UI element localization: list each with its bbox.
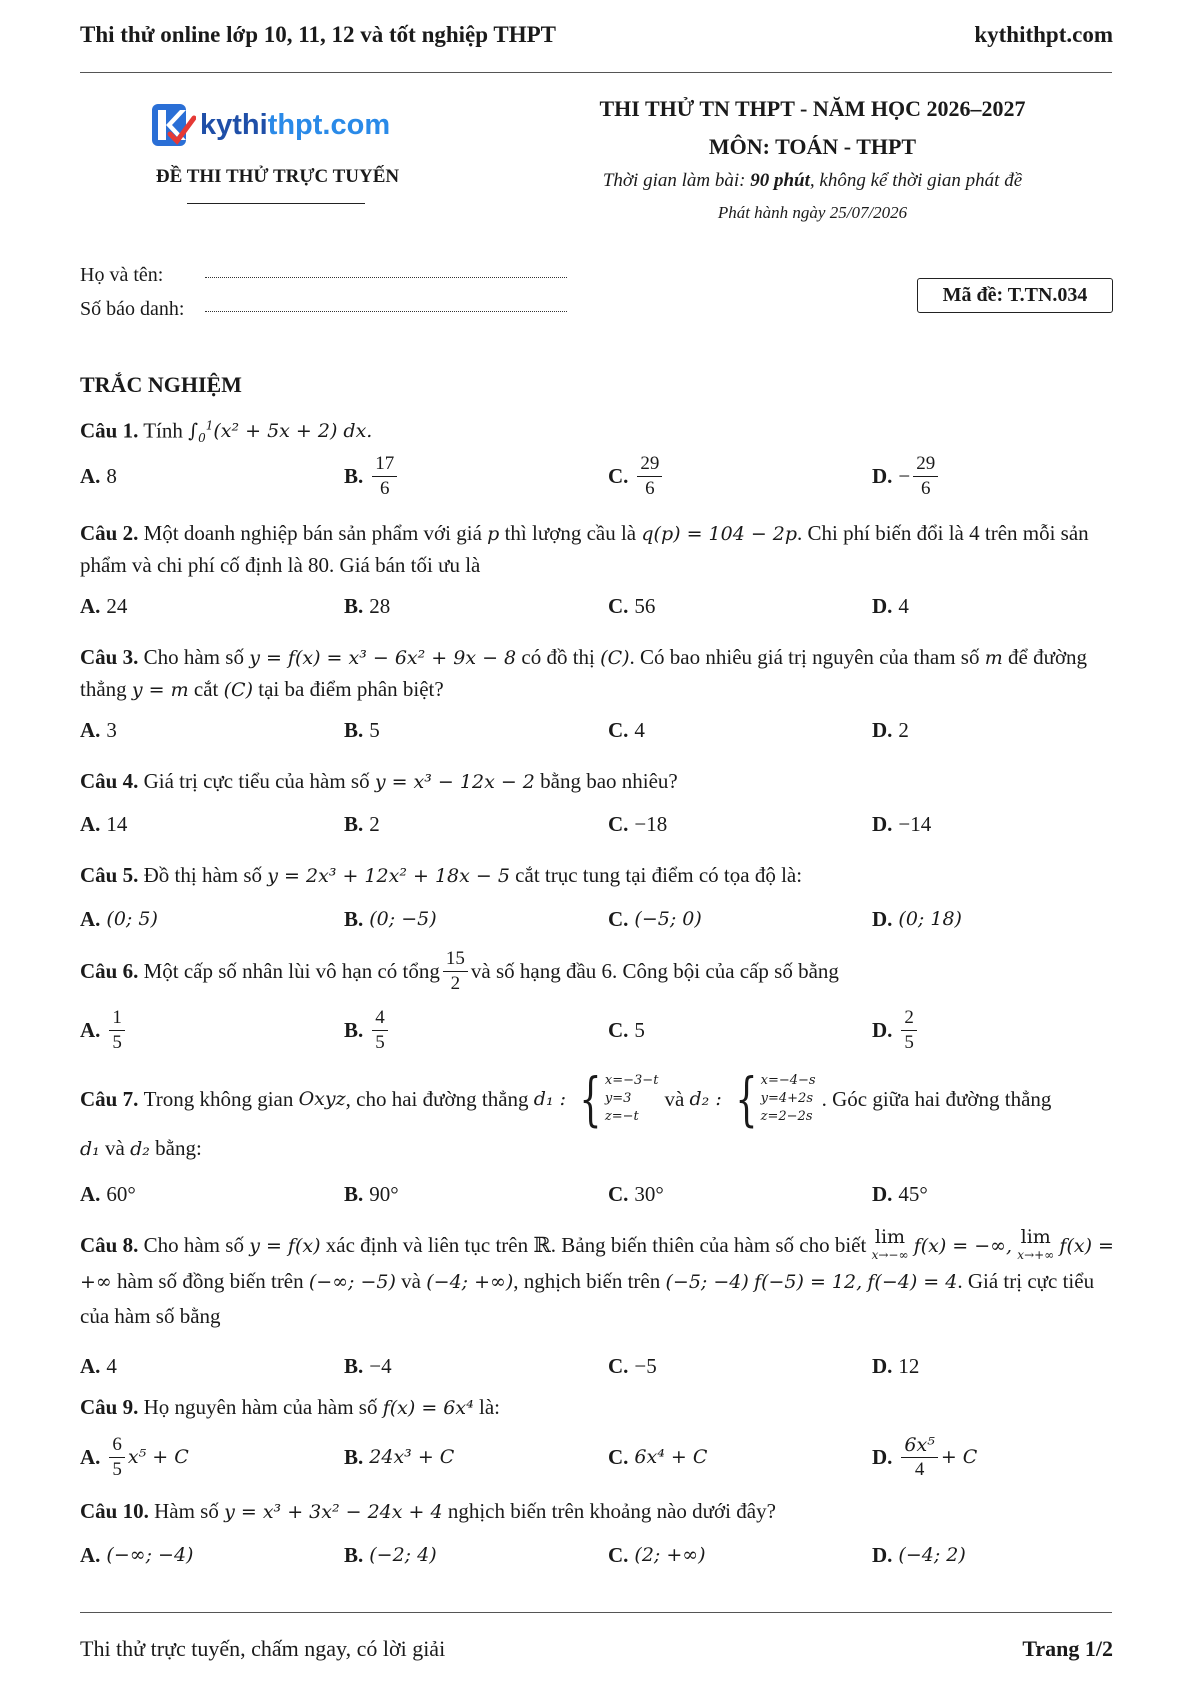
denominator: 5: [375, 1031, 385, 1053]
q3-math: y = f(x) = x³ − 6x² + 9x − 8: [249, 647, 517, 669]
fraction: [913, 452, 938, 501]
fraction: [901, 1433, 937, 1482]
option-label: D.: [872, 1017, 893, 1042]
q8-limit-1: [872, 1228, 909, 1264]
q4-text: Giá trị cực tiểu của hàm số: [143, 769, 370, 793]
subtitle-underline: [187, 203, 365, 204]
option-value: 24: [106, 593, 128, 618]
option-value: 2: [898, 717, 909, 742]
q8-text: , nghịch biến trên: [513, 1269, 661, 1293]
option-value: (0; 18): [898, 908, 962, 930]
header-right[interactable]: kythithpt.com: [974, 22, 1113, 47]
q8-options: [80, 1344, 1115, 1388]
q2-text: thì lượng cầu là: [504, 521, 637, 545]
denominator: 5: [112, 1031, 122, 1053]
question-7: [80, 1066, 1115, 1132]
q6-label: Câu 6.: [80, 958, 139, 983]
limit-sub: x→−∞: [871, 1248, 909, 1262]
logo-subtitle: ĐỀ THI THỬ TRỰC TUYẾN: [155, 166, 400, 187]
option-value: (−5; 0): [634, 908, 702, 930]
limit: lim: [874, 1226, 906, 1248]
q3-text: cắt: [193, 677, 219, 701]
fraction: [901, 1006, 917, 1055]
option-label: C.: [608, 463, 629, 488]
q3-text: có đồ thị: [521, 645, 595, 669]
option-label: D.: [872, 1444, 893, 1469]
option-label: A.: [80, 1353, 101, 1378]
option-sign: −: [898, 463, 911, 488]
footer-divider: [80, 1612, 1112, 1613]
option-label: C.: [608, 1181, 629, 1206]
q4-option-b[interactable]: [344, 802, 380, 846]
option-value: 24x³ + C: [369, 1446, 455, 1468]
option-label: D.: [872, 906, 893, 931]
q8-math: y = f(x): [249, 1235, 321, 1257]
option-value: 45°: [898, 1181, 928, 1206]
denominator: 5: [904, 1031, 914, 1053]
question-7-cont: [80, 1133, 1115, 1165]
option-label: A.: [80, 1444, 101, 1469]
option-label: D.: [872, 463, 893, 488]
option-label: D.: [872, 811, 893, 836]
q9-option-a[interactable]: [80, 1429, 189, 1485]
q6-option-a[interactable]: [80, 1003, 128, 1057]
q7-text: và: [664, 1086, 685, 1111]
id-field[interactable]: [205, 311, 567, 312]
fraction: [443, 947, 468, 996]
header-divider: [80, 72, 1112, 73]
q10-math: y = x³ + 3x² − 24x + 4: [224, 1501, 443, 1523]
q3-label: Câu 3.: [80, 645, 139, 669]
q5-option-a[interactable]: [80, 897, 158, 941]
option-label: C.: [608, 1542, 629, 1567]
q7-text: . Góc giữa hai đường thẳng: [821, 1086, 1052, 1111]
q8-text: hàm số đồng biến trên: [117, 1269, 304, 1293]
q6-option-d[interactable]: [872, 1003, 920, 1057]
q3-option-b[interactable]: [344, 708, 380, 752]
q3-option-a[interactable]: [80, 708, 117, 752]
option-label: C.: [608, 1017, 629, 1042]
option-value: 5: [369, 717, 380, 742]
denominator: 6: [380, 477, 390, 499]
q2-math: p: [487, 523, 500, 545]
option-value: (−∞; −4): [106, 1544, 194, 1566]
option-label: B.: [344, 1444, 364, 1469]
question-2: [80, 518, 1115, 581]
q7-option-d[interactable]: [872, 1172, 928, 1216]
q7-label: Câu 7.: [80, 1086, 139, 1111]
q2-text: . Chi phí biến đổi là 4 trên mỗi sản phẩm và chi phí cố định là 80. Giá bán tối ưu là: [80, 521, 1089, 577]
q3-math: (C): [223, 679, 254, 701]
numerator: 29: [913, 452, 938, 477]
option-value: (0; −5): [369, 908, 437, 930]
q10-option-b[interactable]: [344, 1533, 437, 1577]
q2-label: Câu 2.: [80, 521, 139, 545]
q10-option-d[interactable]: [872, 1533, 966, 1577]
q2-text: Một doanh nghiệp bán sản phẩm với giá: [143, 521, 482, 545]
question-8: [80, 1228, 1115, 1333]
option-label: A.: [80, 593, 101, 618]
option-label: A.: [80, 463, 101, 488]
q1-option-a[interactable]: [80, 454, 117, 498]
q8-math: f(x) = −∞,: [913, 1235, 1013, 1257]
q3-math: y = m: [131, 679, 189, 701]
q6-option-c[interactable]: [608, 1003, 645, 1057]
option-value: −14: [898, 811, 932, 836]
q9-options: [80, 1429, 1115, 1485]
q8-option-a[interactable]: [80, 1344, 117, 1388]
question-1: [80, 411, 1115, 454]
q5-label: Câu 5.: [80, 863, 139, 887]
q8-label: Câu 8.: [80, 1233, 139, 1257]
q3-option-c[interactable]: [608, 708, 645, 752]
fraction: [372, 452, 397, 501]
logo-brand-dark: kythi: [200, 108, 268, 141]
option-label: B.: [344, 1017, 364, 1042]
denominator: 6: [645, 477, 655, 499]
q9-text: Họ nguyên hàm của hàm số: [143, 1395, 378, 1419]
q8-math: (−∞; −5): [308, 1271, 396, 1293]
option-value: 28: [369, 593, 391, 618]
question-9: [80, 1392, 1115, 1424]
question-5: [80, 860, 1115, 892]
option-value: (−4; 2): [898, 1544, 966, 1566]
q9-option-d[interactable]: [872, 1429, 977, 1485]
q7-text: Trong không gian: [143, 1086, 294, 1111]
option-value: 30°: [634, 1181, 664, 1206]
option-value: 3: [106, 717, 117, 742]
q9-text: là:: [478, 1395, 500, 1419]
q7-system-d2: { x=−4−s y=4+2s z=2−2s: [735, 1065, 816, 1133]
option-label: B.: [344, 906, 364, 931]
footer-right: Trang 1/2: [1022, 1636, 1113, 1661]
q6-option-b[interactable]: [344, 1003, 391, 1057]
numerator: 6: [109, 1433, 125, 1458]
header-left: Thi thử online lớp 10, 11, 12 và tốt nghiệp THPT: [80, 22, 556, 47]
option-label: B.: [344, 1542, 364, 1567]
numerator: 15: [443, 947, 468, 972]
option-value: −18: [634, 811, 668, 836]
option-value: 4: [898, 593, 909, 618]
option-value: (2; +∞): [634, 1544, 706, 1566]
q4-option-c[interactable]: [608, 802, 667, 846]
q9-option-b[interactable]: [344, 1429, 454, 1485]
q7-math: d₂: [130, 1138, 150, 1160]
q1-text: Tính: [143, 418, 183, 443]
limit-sub: x→+∞: [1017, 1248, 1055, 1262]
option-value: 60°: [106, 1181, 136, 1206]
q7-option-c[interactable]: [608, 1172, 664, 1216]
fraction: [109, 1006, 125, 1055]
option-label: B.: [344, 1181, 364, 1206]
denominator: 4: [914, 1458, 925, 1480]
q8-option-b[interactable]: [344, 1344, 392, 1388]
q9-math: f(x) = 6x⁴: [382, 1397, 474, 1419]
system-row: z=2−2s: [760, 1109, 813, 1124]
exam-time-suffix: , không kể thời gian phát đề: [809, 170, 1023, 191]
q10-text: nghịch biến trên khoảng nào dưới đây?: [447, 1499, 776, 1523]
question-4: [80, 766, 1115, 798]
option-label: A.: [80, 1017, 101, 1042]
option-value: −5: [634, 1353, 657, 1378]
q1-option-d[interactable]: [872, 454, 941, 498]
exam-subject: MÔN: TOÁN - THPT: [708, 134, 917, 159]
q3-text: . Có bao nhiêu giá trị nguyên của tham số: [629, 645, 980, 669]
option-label: C.: [608, 593, 629, 618]
exam-title: THI THỬ TN THPT - NĂM HỌC 2026–2027: [599, 96, 1026, 121]
q10-option-c[interactable]: [608, 1533, 706, 1577]
q8-text: . Giá trị cực tiểu của hàm số bằng: [80, 1269, 1095, 1328]
section-title: TRẮC NGHIỆM: [80, 372, 242, 397]
exam-time-prefix: Thời gian làm bài:: [602, 170, 751, 191]
option-label: C.: [608, 1353, 629, 1378]
q5-text: cắt trục tung tại điểm có tọa độ là:: [515, 863, 803, 887]
option-value: + C: [940, 1446, 978, 1468]
fraction: [637, 452, 662, 501]
option-value: x⁵ + C: [127, 1446, 189, 1468]
option-value: (−2; 4): [369, 1544, 437, 1566]
q3-math: (C): [600, 647, 630, 669]
q4-math: y = x³ − 12x − 2: [374, 771, 535, 793]
system-row: y=3: [604, 1091, 632, 1106]
exam-code-box: Mã đề: T.TN.034: [917, 278, 1113, 313]
question-10: [80, 1496, 1115, 1528]
numerator: 4: [372, 1006, 388, 1031]
q4-option-a[interactable]: [80, 802, 127, 846]
q7-system-d1: { x=−3−t y=3 z=−t: [579, 1065, 659, 1133]
q7-text: , cho hai đường thẳng: [345, 1086, 529, 1111]
numerator: 1: [109, 1006, 125, 1031]
q8-math: f(−5) = 12,: [754, 1271, 863, 1293]
q10-label: Câu 10.: [80, 1499, 149, 1523]
q1-options: [80, 454, 1115, 498]
q1-integral: $\int_0^1(x^2 + 5x + 2)$ dx.: [188, 419, 373, 446]
q5-option-d[interactable]: [872, 897, 962, 941]
q8-limit-2: [1017, 1228, 1054, 1264]
option-value: 14: [106, 811, 128, 836]
q10-options: [80, 1533, 1115, 1577]
q8-math: f(x) = +∞: [80, 1235, 1114, 1293]
option-label: B.: [344, 593, 364, 618]
q2-math: q(p) = 104 − 2p: [641, 523, 798, 545]
system-row: x=−3−t: [604, 1073, 659, 1088]
option-label: A.: [80, 906, 101, 931]
option-label: B.: [344, 1353, 364, 1378]
option-value: 2: [369, 811, 380, 836]
denominator: 2: [450, 972, 461, 994]
exam-release: Phát hành ngày 25/07/2026: [717, 203, 908, 222]
q7-math: d₁ :: [533, 1087, 567, 1110]
numerator: 2: [901, 1006, 917, 1031]
q2-option-b[interactable]: [344, 584, 390, 628]
name-label: Họ và tên:: [80, 264, 164, 286]
q8-option-d[interactable]: [872, 1344, 919, 1388]
exam-time-bold: 90 phút: [750, 170, 810, 191]
option-value: −4: [369, 1353, 392, 1378]
q5-option-b[interactable]: [344, 897, 437, 941]
name-field[interactable]: [205, 277, 567, 278]
option-value: 56: [634, 593, 656, 618]
logo: [150, 100, 390, 150]
option-label: D.: [872, 1353, 893, 1378]
option-label: C.: [608, 906, 629, 931]
q1-option-b[interactable]: [344, 454, 400, 498]
footer-left: Thi thử trực tuyến, chấm ngay, có lời giải: [80, 1636, 446, 1661]
q7-text: bằng:: [155, 1136, 202, 1160]
id-label: Số báo danh:: [80, 298, 185, 320]
option-value: (0; 5): [106, 908, 158, 930]
option-label: A.: [80, 1542, 101, 1567]
q8-option-c[interactable]: [608, 1344, 657, 1388]
option-label: B.: [344, 811, 364, 836]
option-label: A.: [80, 811, 101, 836]
q10-option-a[interactable]: [80, 1533, 193, 1577]
q6-text: Một cấp số nhân lùi vô hạn có tổng: [143, 958, 440, 983]
q9-label: Câu 9.: [80, 1395, 139, 1419]
q3-option-d[interactable]: [872, 708, 909, 752]
q4-text: bằng bao nhiêu?: [540, 769, 678, 793]
q5-text: Đồ thị hàm số: [143, 863, 263, 887]
denominator: 6: [921, 477, 931, 499]
system-row: z=−t: [604, 1109, 639, 1124]
logo-brand-light: thpt.com: [267, 108, 391, 141]
q8-math: f(−4) = 4: [867, 1271, 958, 1293]
option-label: A.: [80, 717, 101, 742]
q7-math: Oxyz: [298, 1087, 346, 1110]
option-value: 6x⁴ + C: [634, 1446, 708, 1468]
q5-options: [80, 897, 1115, 941]
option-label: D.: [872, 717, 893, 742]
q7-option-b[interactable]: [344, 1172, 399, 1216]
q8-text: xác định và liên tục trên ℝ. Bảng biến thiên của hàm số cho biết: [325, 1233, 867, 1257]
q3-options: [80, 708, 1115, 752]
denominator: 5: [112, 1458, 122, 1480]
q8-math: (−5; −4): [665, 1271, 749, 1293]
q6-options: [80, 1003, 1115, 1057]
limit: lim: [1020, 1226, 1051, 1248]
q1-option-c[interactable]: [608, 454, 665, 498]
option-value: 4: [634, 717, 645, 742]
q5-option-c[interactable]: [608, 897, 702, 941]
numerator: 29: [637, 452, 662, 477]
q7-option-a[interactable]: [80, 1172, 136, 1216]
q8-math: (−4; +∞): [426, 1271, 514, 1293]
option-label: D.: [872, 1181, 893, 1206]
option-label: B.: [344, 463, 364, 488]
q2-option-d[interactable]: [872, 584, 909, 628]
q2-option-c[interactable]: [608, 584, 655, 628]
q3-math: m: [984, 647, 1003, 669]
q1-label: Câu 1.: [80, 418, 139, 443]
option-label: A.: [80, 1181, 101, 1206]
q7-math: d₂ :: [689, 1087, 722, 1110]
q4-option-d[interactable]: [872, 802, 931, 846]
system-row: y=4+2s: [760, 1091, 813, 1106]
q7-options: [80, 1172, 1115, 1216]
exam-time: [555, 170, 1070, 192]
numerator: 6x⁵: [901, 1433, 937, 1458]
option-value: 4: [106, 1353, 117, 1378]
option-label: B.: [344, 717, 364, 742]
q8-text: Cho hàm số: [143, 1233, 244, 1257]
option-value: 8: [106, 463, 117, 488]
option-label: D.: [872, 593, 893, 618]
q2-option-a[interactable]: [80, 584, 127, 628]
q3-text: để đường thẳng: [80, 645, 1088, 701]
q10-text: Hàm số: [154, 1499, 219, 1523]
option-label: D.: [872, 1542, 893, 1567]
option-value: 5: [634, 1017, 645, 1042]
option-label: C.: [608, 717, 629, 742]
option-value: 90°: [369, 1181, 399, 1206]
logo-icon: [150, 100, 196, 150]
option-label: C.: [608, 811, 629, 836]
system-row: x=−4−s: [760, 1073, 816, 1088]
q3-text: Cho hàm số: [143, 645, 244, 669]
q4-label: Câu 4.: [80, 769, 139, 793]
numerator: 17: [372, 452, 397, 477]
fraction: [109, 1433, 125, 1482]
option-value: 12: [898, 1353, 920, 1378]
fraction: [372, 1006, 388, 1055]
option-label: C.: [608, 1444, 629, 1469]
q8-text: và: [401, 1269, 421, 1293]
q4-options: [80, 802, 1115, 846]
question-6: [80, 946, 1115, 996]
question-3: [80, 642, 1115, 706]
q3-text: tại ba điểm phân biệt?: [258, 677, 444, 701]
q7-text: và: [105, 1136, 125, 1160]
q6-text: và số hạng đầu 6. Công bội của cấp số bằng: [470, 958, 839, 983]
q7-math: d₁: [80, 1138, 100, 1160]
q5-math: y = 2x³ + 12x² + 18x − 5: [267, 865, 510, 887]
q9-option-c[interactable]: [608, 1429, 707, 1485]
q2-options: [80, 584, 1115, 628]
